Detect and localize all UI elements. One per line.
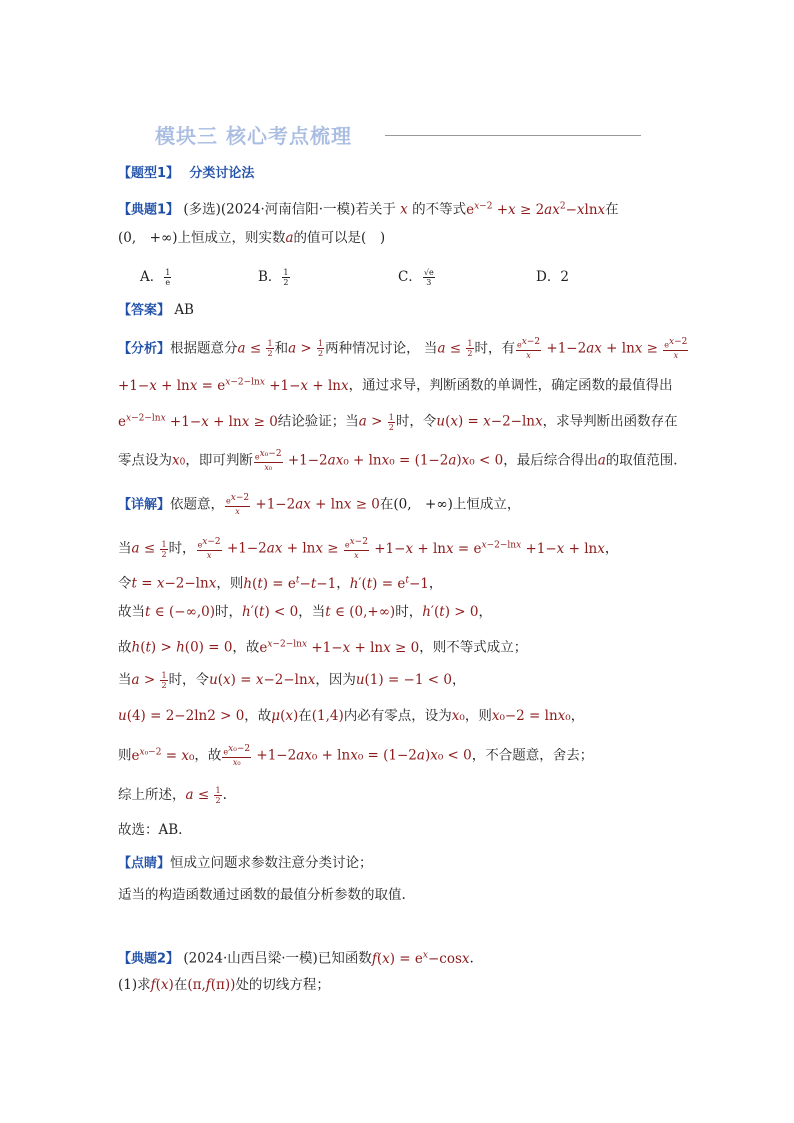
detail-tag: 【详解】 <box>118 497 171 513</box>
example2-stem: 【典题2】 (2024·山西吕梁·一模)已知函数$f(x) = e^x-\cos x$. <box>118 950 474 967</box>
example1-stem-d: (0, +∞)上恒成立，则实数 <box>118 230 286 246</box>
example2-q1: (1)求f(x)在(π,f(π))处的切线方程； <box>118 977 330 993</box>
detail-line8: 则$e^{x_0-2} = x_0$，故 $\frac{e^{x_0-2}}{\text{x₀}}$ +1−2ax₀ + lnx₀ = (1−2a)x₀ < 0，不合题意，舍去； <box>118 744 594 767</box>
detail-line9: 综上所述，a ≤ $\frac{1}{2}$ . <box>118 786 227 805</box>
analysis-line3: $e^{x-2-lnx} +1-x + \ln x \ge 0$结论验证；当a > $\frac{1}{2}$ 时，令u(x) = x−2−lnx，求导判断出函数存在 <box>118 412 678 432</box>
module-title: 模块三 核心考点梳理 <box>155 124 352 148</box>
detail-line1: 【详解】依题意， $\frac{e^{x-2}}{x}$ +1−2ax + lnx ≥ 0在(0, +∞)上恒成立， <box>118 493 521 516</box>
detail-line7: u(4) = 2−2ln2 > 0，故μ(x)在(1,4)内必有零点，设为x₀，则x₀−2 = lnx₀， <box>118 708 585 724</box>
option-b: B． $\frac{1}{2}$ <box>258 268 289 287</box>
detail-line5: 故h(t) > h(0) = 0，故$e^{x-2-lnx} +1-x + \ln x \ge 0$，则不等式成立； <box>118 639 528 656</box>
example1-stem-a: (多选)(2024·河南信阳·一模)若关于 <box>183 201 396 218</box>
detail-line3: 令t = x−2−lnx，则$h(t) = e^t-t-1$，$h'(t) = e^t-1$， <box>118 575 443 592</box>
option-a: A． $\frac{1}{e}$ <box>140 268 171 287</box>
detail-line6: 当a > $\frac{1}{2}$ 时，令u(x) = x−2−lnx，因为u(1) = −1 < 0， <box>118 671 466 690</box>
option-c: C． $\frac{√e}{3}$ <box>398 268 434 287</box>
example1-stem-b: 的不等式 <box>412 201 467 218</box>
section-title: 分类讨论法 <box>189 166 255 181</box>
comment-line1: 【点睛】恒成立问题求参数注意分类讨论； <box>118 855 373 871</box>
analysis-line1: 【分析】根据题意分a ≤ $\frac{1}{2}$ 和a > $\frac{1}{2}$ 两种情况讨论， 当a ≤ $\frac{1}{2}$ 时，有 $\frac{e^{x-2}}{x}$ +1−2ax + lnx ≥ $\frac{e^{x-2}}{x}$ <box>118 337 688 360</box>
analysis-line4: 零点设为x0，即可判断 $\frac{e^{x_0-2}}{\text{x₀}}$ +1−2ax₀ + lnx₀ = (1−2a)x₀ < 0，最后综合得出a的取值范围. <box>118 449 678 472</box>
answer-value: AB <box>174 302 194 318</box>
option-d: D．2 <box>536 269 569 285</box>
comment-line2: 适当的构造函数通过函数的最值分析参数的取值. <box>118 887 406 903</box>
section-tag: 【题型1】 <box>118 166 180 181</box>
example1-stem-line1 <box>118 196 619 221</box>
example2-tag: 【典题2】 <box>118 951 180 967</box>
comment-tag: 【点睛】 <box>118 856 171 871</box>
example1-tag: 【典题1】 <box>118 202 180 218</box>
example1-stem-line2 <box>118 228 385 248</box>
answer-tag: 【答案】 <box>118 303 171 318</box>
title-rule <box>385 135 641 136</box>
analysis-tag: 【分析】 <box>118 341 171 357</box>
example1-stem-c: 在 <box>605 201 619 218</box>
inequality: $e^{x-2} +x \ge 2ax^2-xlnx$ <box>466 201 606 218</box>
example1-stem-e: 的值可以是( ) <box>293 230 386 246</box>
var-x: x <box>400 201 408 218</box>
choose-line: 故选：AB. <box>118 822 183 838</box>
detail-line2: 当a ≤ $\frac{1}{2}$ 时， $\frac{e^{x-2}}{x}$ +1−2ax + lnx ≥ $\frac{e^{x-2}}{x}$ $+1-x + \ln x = e^{x-2-lnx} +1-x + \ln x$， <box>118 537 619 560</box>
section-heading <box>118 163 254 184</box>
detail-line4: 故当t ∈ (−∞,0)时，h′(t) < 0，当t ∈ (0,+∞)时，h′(t) > 0， <box>118 604 492 620</box>
analysis-line2: $+1-x + \ln x = e^{x-2-lnx} +1-x + \ln x$，通过求导，判断函数的单调性，确定函数的最值得出 <box>118 377 673 394</box>
var-a: a <box>285 230 294 246</box>
answer-line <box>118 300 194 321</box>
